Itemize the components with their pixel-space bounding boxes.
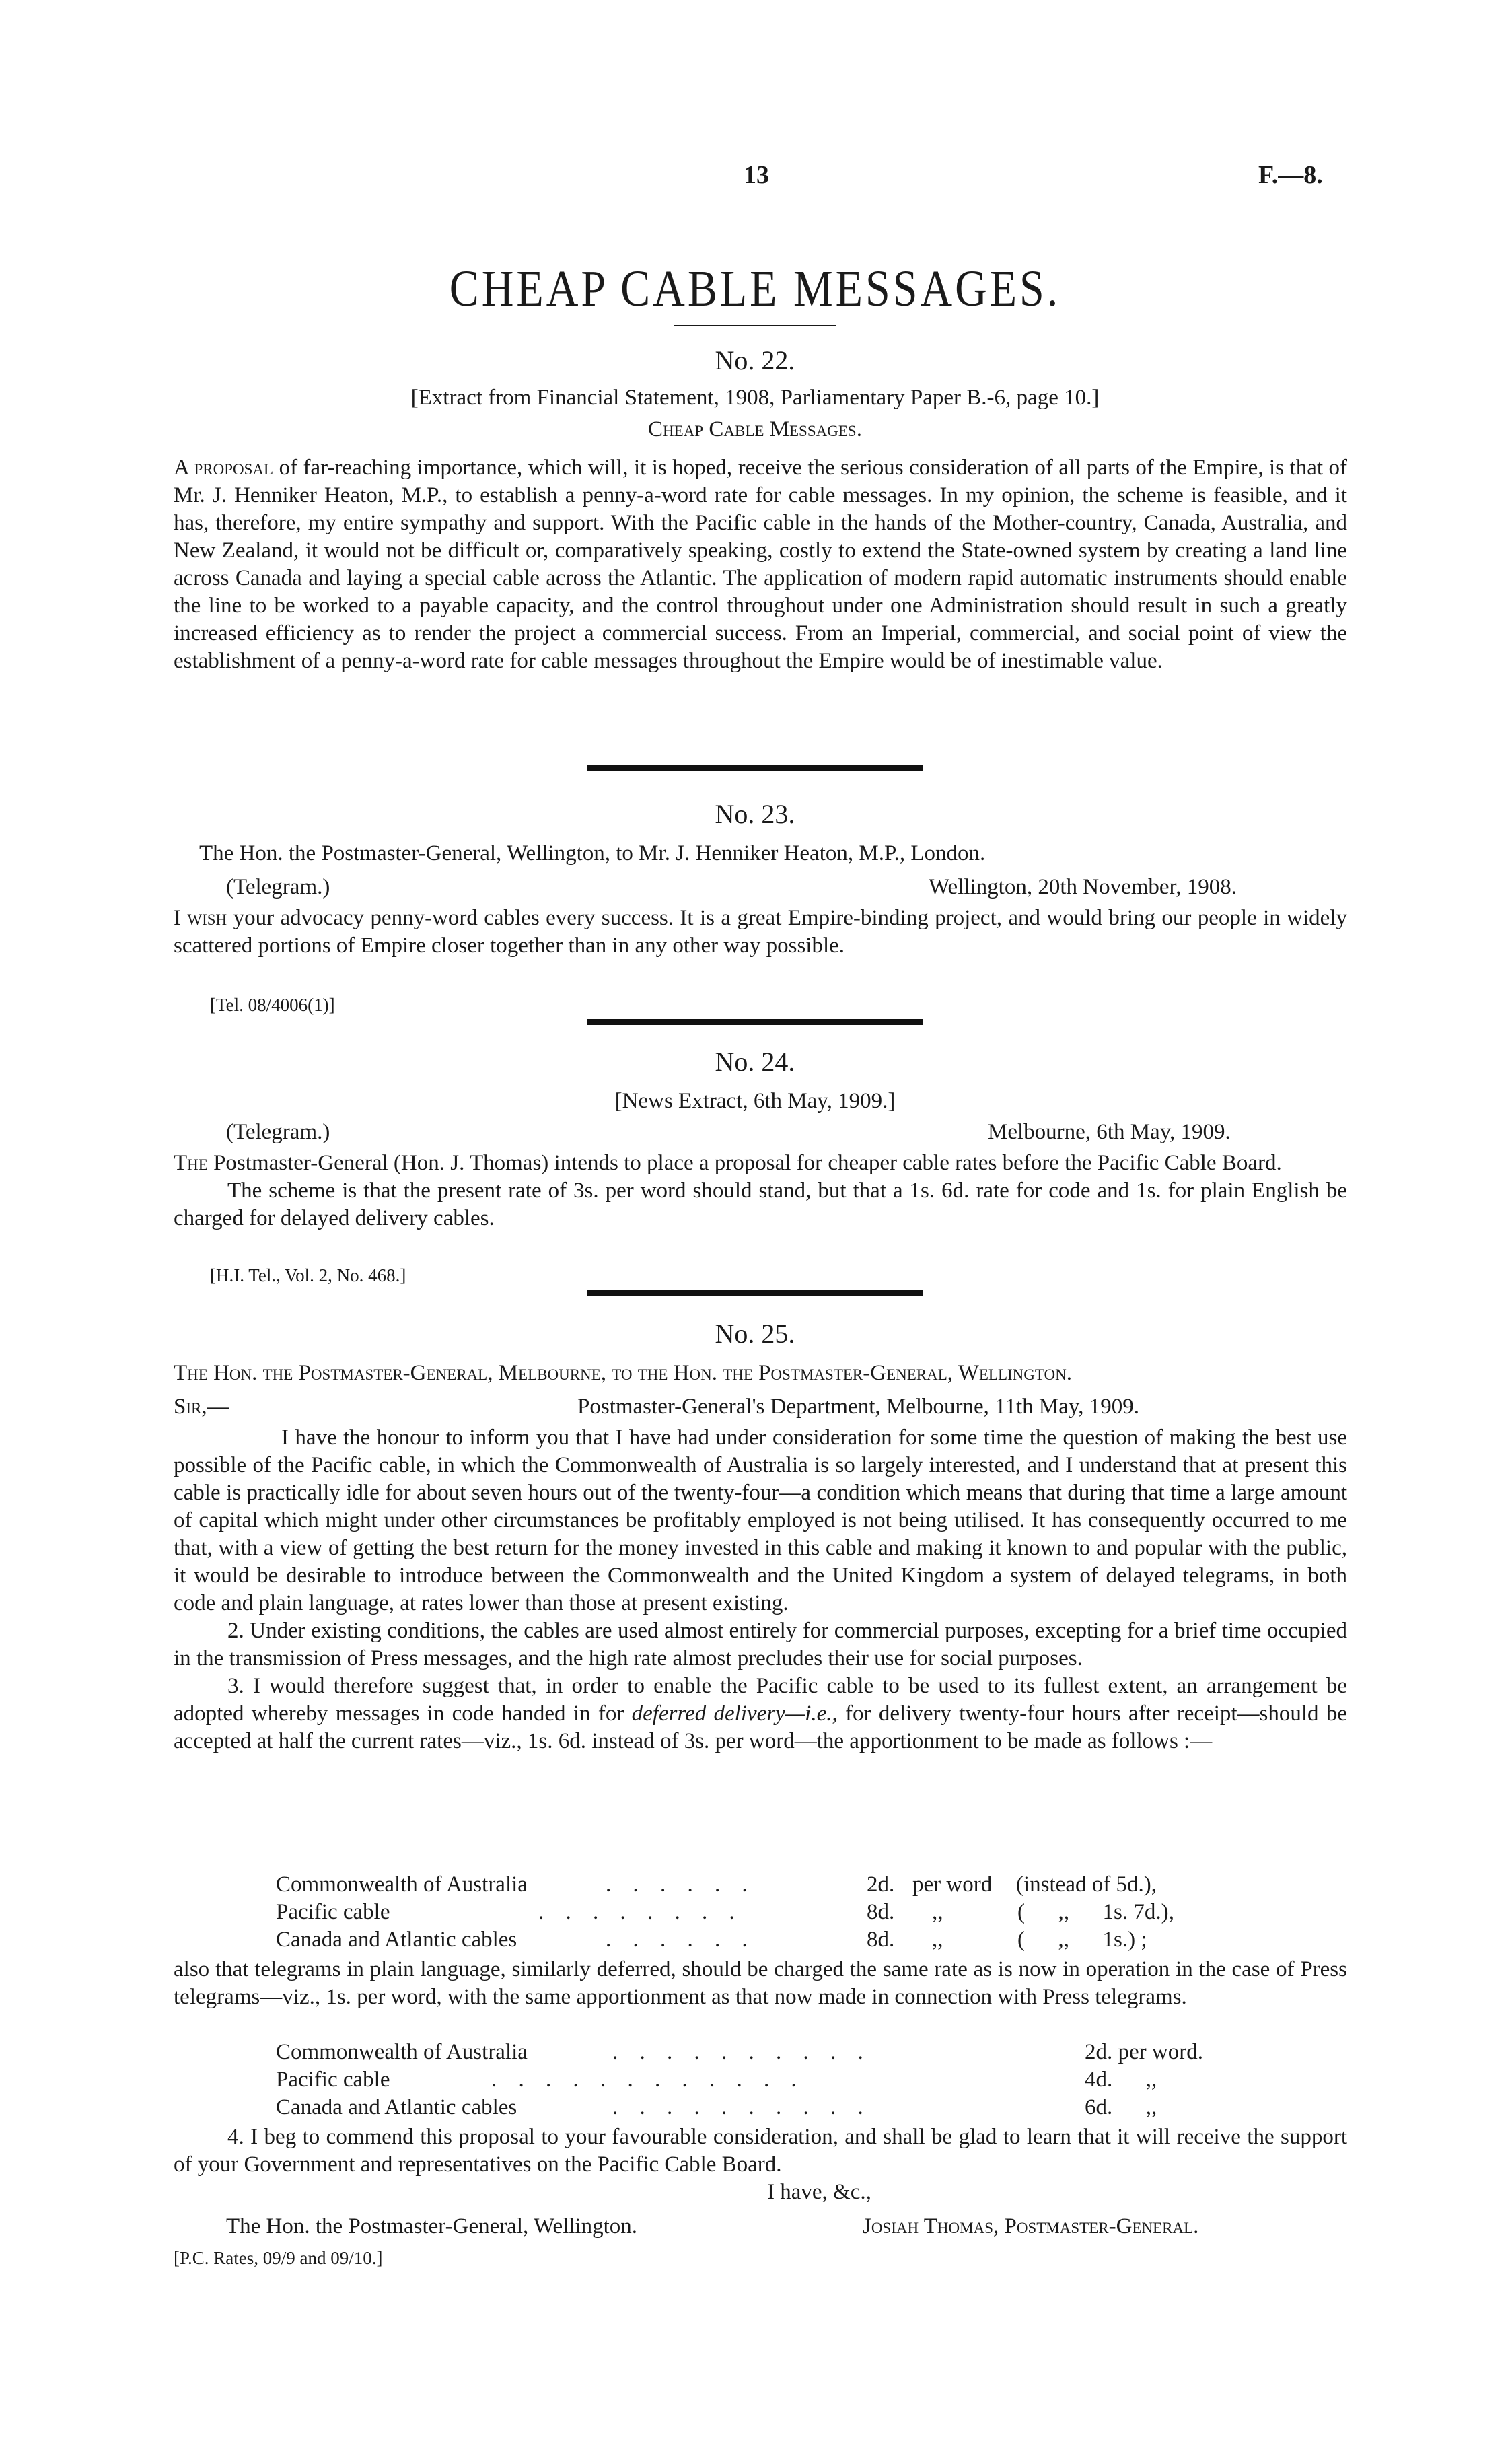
no25-heading: No. 25.: [715, 1318, 795, 1349]
no25-p3-after: for delivery twenty-four hours after receipt—should be accepted at half the current rates—viz., 1s. 6d. instead of 3s. per word—the apportionment to be made as follows :—: [174, 1701, 1348, 1753]
no25-paragraph-3: [174, 1673, 1347, 1755]
no24-paragraph-2: The scheme is that the present rate of 3s. per word should stand, but that a 1s. 6d. rate for code and 1s. for plain English be charged for delayed delivery cables.: [174, 1178, 1347, 1230]
no23-place-date: Wellington, 20th November, 1908.: [929, 875, 1237, 899]
no25-paragraph-3b: also that telegrams in plain language, similarly deferred, should be charged the same rate as is now in operation in the case of Press telegrams—viz., 1s. per word, with the same apportionment as that now made in connection with Press telegrams.: [174, 1957, 1347, 2009]
paper-reference: F.—8.: [1258, 161, 1323, 189]
no24-type: (Telegram.): [226, 1120, 330, 1144]
separator-rule: [587, 1290, 923, 1296]
table1-row-per: per word: [912, 1872, 993, 1897]
no22-paragraph: of far-reaching importance, which will, it is hoped, receive the serious consideration of all parts of the Empire, is that of Mr. J. Henniker Heaton, M.P., to establish a penny-a-word rate for cable messages. In my opinion, the scheme is feasible, and it has, therefore, my entire sympathy and support. With the Pacific cable in the hands of the Mother-country, Canada, Australia, and New Zealand, it would not be difficult or, comparatively speaking, costly to extend the State-owned system by creating a land line across Canada and laying a special cable across the Atlantic. The application of modern rapid automatic instruments should enable the line to be worked to a payable capacity, and the control throughout under one Administration should result in such a greatly increased efficiency as to render the project a commercial success. From an Imperial, commercial, and social point of view the establishment of a penny-a-word rate for cable messages throughout the Empire would be of inestimable value.: [174, 456, 1348, 673]
table2-row-rate: 4d. ,,: [1085, 2068, 1157, 2092]
page-title: CHEAP CABLE MESSAGES.: [449, 260, 1061, 318]
table2-row-leader: . . . . . . . . . . . .: [491, 2068, 805, 2092]
no23-heading: No. 23.: [715, 799, 795, 829]
no24-ref: [H.I. Tel., Vol. 2, No. 468.]: [210, 1265, 406, 1286]
no22-body: [174, 454, 1347, 675]
no22-extract-line: [Extract from Financial Statement, 1908, Parliamentary Paper B.-6, page 10.]: [410, 386, 1100, 410]
no25-ref: [P.C. Rates, 09/9 and 09/10.]: [174, 2248, 383, 2268]
table1-row-leader: . . . . . .: [606, 1872, 756, 1897]
no25-recipient: The Hon. the Postmaster-General, Wellington.: [226, 2214, 638, 2239]
no25-p3-italic: deferred delivery—i.e.,: [631, 1701, 838, 1726]
table1-row-rate: 8d.: [867, 1928, 895, 1952]
no25-body: [174, 1424, 1347, 1755]
no23-lead: I wish: [174, 906, 227, 930]
table2-row-rate: 6d. ,,: [1085, 2095, 1157, 2119]
no25-paragraph-1: I have the honour to inform you that I have had under consideration for some time the question of making the best use possible of the Pacific cable, in which the Commonwealth of Australia is so largely interested, and I understand that at present this cable is practically idle for about seven hours out of the twenty-four—a condition which means that during that time a large amount of capital which might under other circumstances be profitably employed is not being utilised. It has consequently occurred to me that, with a view of getting the best return for the money invested in this cable and making it known to and popular with the public, it would be desirable to introduce between the Commonwealth and the United Kingdom a system of delayed telegrams, in both code and plain language, at rates lower than those at present existing.: [174, 1425, 1347, 1615]
no25-department-date: Postmaster-General's Department, Melbourne, 11th May, 1909.: [577, 1395, 1139, 1419]
no24-paragraph-1: Postmaster-General (Hon. J. Thomas) intends to place a proposal for cheaper cable rates before the Pacific Cable Board.: [213, 1151, 1282, 1175]
no25-salutation: Sir,—: [174, 1395, 229, 1419]
no22-lead: A proposal: [174, 456, 274, 480]
table1-row-leader: . . . . . . . .: [538, 1900, 743, 1924]
table1-row-rate: 8d.: [867, 1900, 895, 1924]
title-rule: [674, 325, 836, 326]
table2-row-rate: 2d. per word.: [1085, 2040, 1203, 2064]
no25-closing: I have, &c.,: [767, 2180, 871, 2204]
no25-paragraph-4: 4. I beg to commend this proposal to your favourable consideration, and shall be glad to learn that it will receive the support of your Government and representatives on the Pacific Cable Board.: [174, 2125, 1347, 2177]
table2-row-leader: . . . . . . . . . .: [612, 2040, 871, 2064]
no25-body-closing: [174, 2123, 1347, 2179]
page-number: 13: [744, 161, 769, 189]
no24-body: [174, 1150, 1347, 1232]
no25-p3-before: 3. I would therefore suggest that, in order to enable the Pacific cable to be used to its fullest extent, an arrangement be adopted whereby messages in code handed in for: [174, 1674, 1347, 1726]
no23-body: [174, 905, 1347, 960]
table1-row-rate: 2d.: [867, 1872, 895, 1897]
table2-row-name: Canada and Atlantic cables: [276, 2095, 517, 2119]
no24-heading: No. 24.: [715, 1047, 795, 1077]
no25-signature: Josiah Thomas, Postmaster-General.: [863, 2214, 1199, 2239]
no23-address: The Hon. the Postmaster-General, Wellington, to Mr. J. Henniker Heaton, M.P., London.: [199, 841, 986, 866]
no24-extract-line: [News Extract, 6th May, 1909.]: [614, 1089, 896, 1113]
no24-place-date: Melbourne, 6th May, 1909.: [988, 1120, 1231, 1144]
table1-row-name: Pacific cable: [276, 1900, 390, 1924]
table2-row-name: Pacific cable: [276, 2068, 390, 2092]
table2-row-leader: . . . . . . . . . .: [612, 2095, 871, 2119]
table1-row-leader: . . . . . .: [606, 1928, 756, 1952]
table1-row-name: Canada and Atlantic cables: [276, 1928, 517, 1952]
table2-row-name: Commonwealth of Australia: [276, 2040, 528, 2064]
no23-paragraph: your advocacy penny-word cables every success. It is a great Empire-binding project, and would bring our people in widely scattered portions of Empire closer together than in any other way possible.: [174, 906, 1347, 958]
no25-address: The Hon. the Postmaster-General, Melbourne, to the Hon. the Postmaster-General, Wellington.: [174, 1361, 1072, 1385]
table1-row-name: Commonwealth of Australia: [276, 1872, 528, 1897]
table1-row-instead: ( ,, 1s. 7d.),: [1017, 1900, 1174, 1924]
table1-row-instead: (instead of 5d.),: [1016, 1872, 1157, 1897]
separator-rule: [587, 765, 923, 771]
table1-row-per: ,,: [932, 1900, 943, 1924]
no23-ref: [Tel. 08/4006(1)]: [210, 995, 335, 1015]
no22-subheading: Cheap Cable Messages.: [648, 417, 862, 442]
separator-rule: [587, 1019, 923, 1025]
no22-heading: No. 22.: [715, 345, 795, 376]
no24-lead: The: [174, 1151, 208, 1175]
table1-row-per: ,,: [932, 1928, 943, 1952]
no25-paragraph-2: 2. Under existing conditions, the cables are used almost entirely for commercial purposes, excepting for a brief time occupied in the transmission of Press messages, and the high rate almost precludes their use for social purposes.: [174, 1619, 1347, 1670]
no25-body-continued: [174, 1956, 1347, 2011]
no23-type: (Telegram.): [226, 875, 330, 899]
table1-row-instead: ( ,, 1s.) ;: [1017, 1928, 1147, 1952]
